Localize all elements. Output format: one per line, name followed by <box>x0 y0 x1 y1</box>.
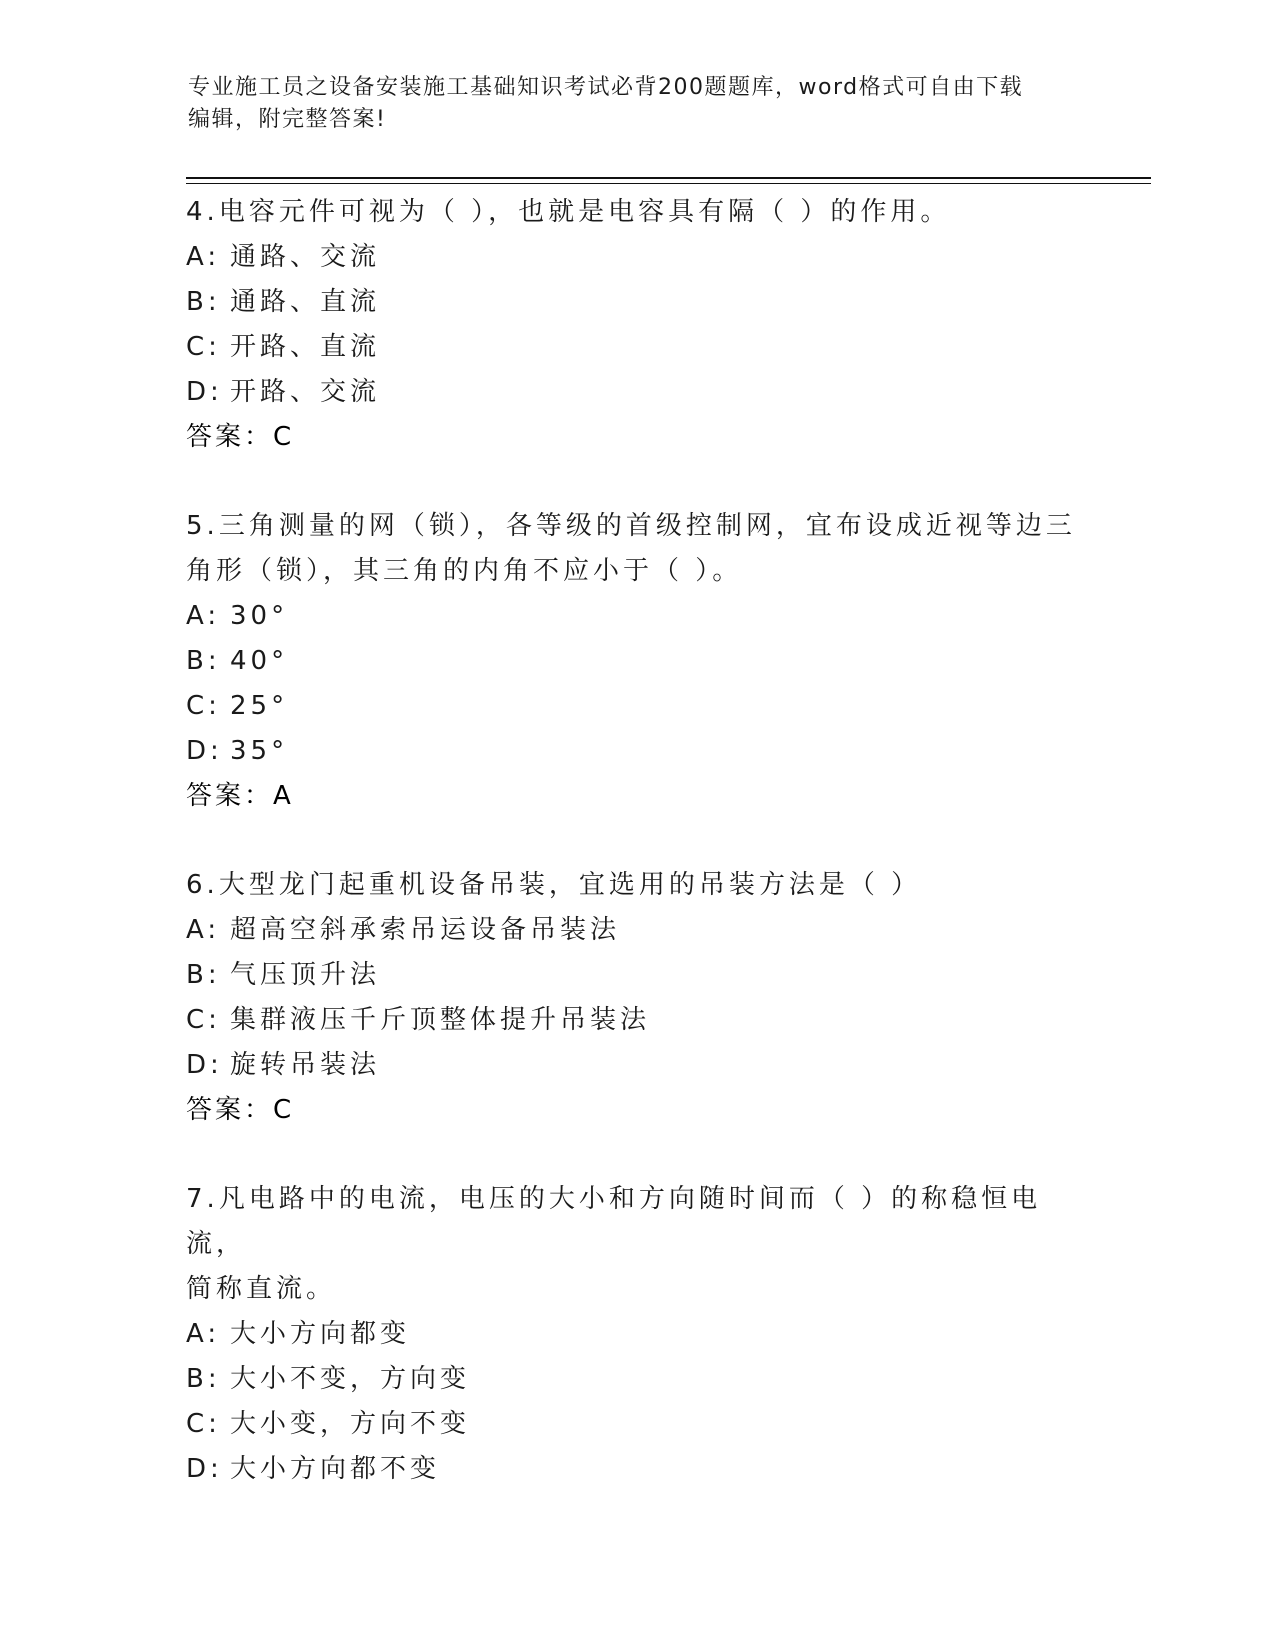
option-text: 旋转吊装法 <box>230 1050 381 1080</box>
answer-line: 答案：C <box>186 1095 295 1125</box>
option-c <box>186 998 1086 1043</box>
option-letter: A: <box>186 915 221 945</box>
header-divider-thick <box>186 177 1151 179</box>
option-text: 气压顶升法 <box>230 960 381 990</box>
option-text: 超高空斜承索吊运设备吊装法 <box>230 915 621 945</box>
option-text: 25° <box>230 691 289 721</box>
option-a <box>186 908 1086 953</box>
option-text: 通路、交流 <box>230 242 381 272</box>
question-stem-line: 凡电路中的电流，电压的大小和方向随时间而（ ）的称稳恒电流， <box>186 1184 1042 1259</box>
option-letter: D: <box>186 1050 223 1080</box>
option-text: 40° <box>230 646 289 676</box>
option-text: 大小方向都变 <box>230 1319 411 1349</box>
option-text: 30° <box>230 601 289 631</box>
question-number: 4. <box>186 197 219 227</box>
option-c <box>186 684 1086 729</box>
question-stem-continuation: 角形（锁），其三角的内角不应小于（ ）。 <box>186 556 743 586</box>
question-item <box>186 504 1086 819</box>
option-letter: C: <box>186 1005 221 1035</box>
option-letter: A: <box>186 601 221 631</box>
question-stem-line: 电容元件可视为（ ），也就是电容具有隔（ ）的作用。 <box>218 197 951 227</box>
option-d <box>186 729 1086 774</box>
option-b <box>186 1357 1086 1402</box>
header-line-1: 专业施工员之设备安装施工基础知识考试必背200题题库，word格式可自由下载 <box>188 75 1024 100</box>
option-letter: A: <box>186 242 221 272</box>
option-c <box>186 1402 1086 1447</box>
question-number: 5. <box>186 511 219 541</box>
answer-line: 答案：A <box>186 781 294 811</box>
header-divider-thin <box>186 183 1151 184</box>
option-text: 大小方向都不变 <box>230 1454 441 1484</box>
option-b <box>186 280 1086 325</box>
option-text: 集群液压千斤顶整体提升吊装法 <box>230 1005 651 1035</box>
option-c <box>186 325 1086 370</box>
option-letter: B: <box>186 287 221 317</box>
option-text: 开路、直流 <box>230 332 381 362</box>
option-b <box>186 953 1086 998</box>
option-letter: D: <box>186 736 223 766</box>
option-letter: C: <box>186 332 221 362</box>
option-letter: C: <box>186 1409 221 1439</box>
question-stem-line: 大型龙门起重机设备吊装，宜选用的吊装方法是（ ） <box>218 870 922 900</box>
option-text: 35° <box>230 736 289 766</box>
question-list <box>186 190 1086 1536</box>
document-header <box>188 72 1068 136</box>
answer-line: 答案：C <box>186 422 295 452</box>
option-letter: B: <box>186 646 221 676</box>
question-text <box>186 190 1086 235</box>
option-letter: B: <box>186 1364 221 1394</box>
option-d <box>186 1043 1086 1088</box>
question-item <box>186 1177 1086 1492</box>
header-line-2: 编辑，附完整答案! <box>188 107 387 132</box>
option-letter: D: <box>186 377 223 407</box>
option-d <box>186 370 1086 415</box>
option-text: 开路、交流 <box>230 377 381 407</box>
option-letter: D: <box>186 1454 223 1484</box>
option-d <box>186 1447 1086 1492</box>
question-text <box>186 504 1086 549</box>
option-letter: A: <box>186 1319 221 1349</box>
option-letter: C: <box>186 691 221 721</box>
question-item <box>186 863 1086 1133</box>
option-letter: B: <box>186 960 221 990</box>
option-text: 通路、直流 <box>230 287 381 317</box>
question-stem-continuation: 简称直流。 <box>186 1274 337 1304</box>
option-a <box>186 235 1086 280</box>
question-text <box>186 1177 1086 1267</box>
option-text: 大小不变，方向变 <box>230 1364 471 1394</box>
option-text: 大小变，方向不变 <box>230 1409 471 1439</box>
option-a <box>186 594 1086 639</box>
question-item <box>186 190 1086 460</box>
option-b <box>186 639 1086 684</box>
question-stem-line: 三角测量的网（锁），各等级的首级控制网，宜布设成近视等边三 <box>218 511 1076 541</box>
question-number: 6. <box>186 870 219 900</box>
question-number: 7. <box>186 1184 219 1214</box>
question-text <box>186 863 1086 908</box>
option-a <box>186 1312 1086 1357</box>
